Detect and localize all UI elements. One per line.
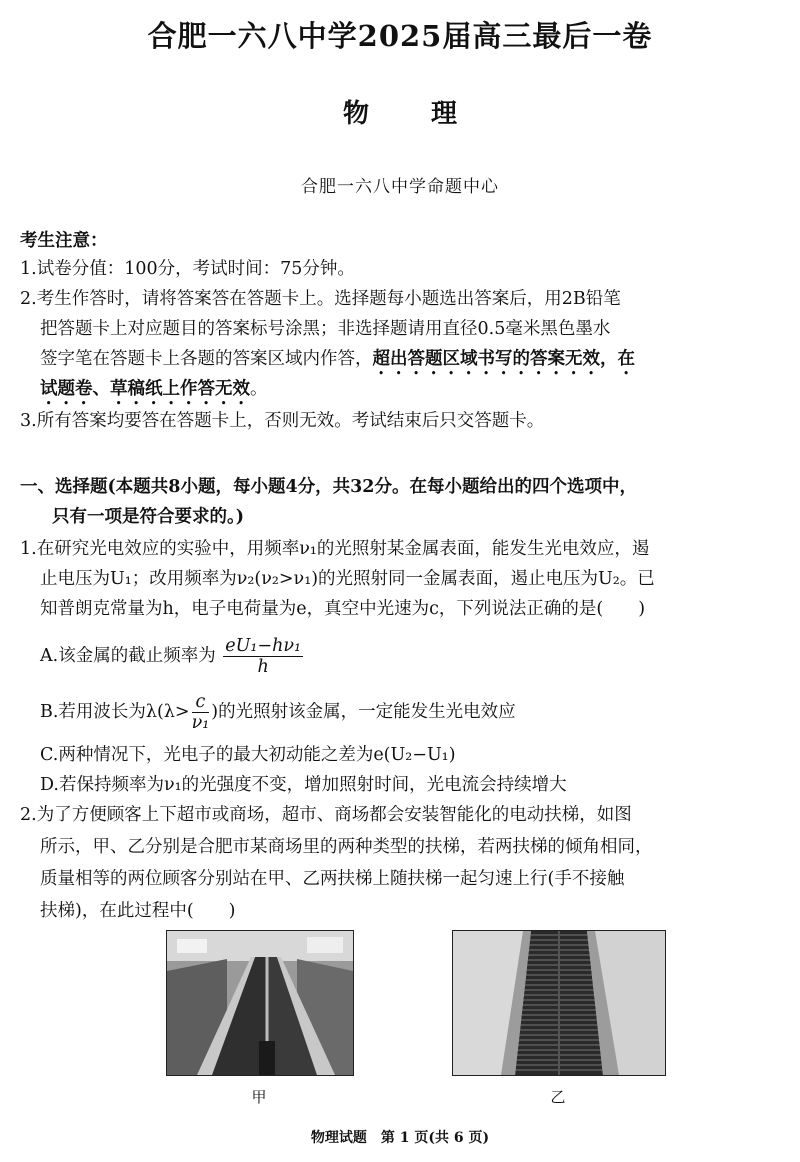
q1-option-d: D.若保持频率为ν₁的光强度不变，增加照射时间，光电流会持续增大 <box>40 775 567 795</box>
notice-emphasis-1: 超出答题区域书写的答案无效，在 <box>372 349 635 369</box>
section-heading-line-1: 一、选择题(本题共8小题，每小题4分，共32分。在每小题给出的四个选项中， <box>20 477 637 497</box>
notice-item-1: 1.试卷分值：100分，考试时间：75分钟。 <box>20 259 355 279</box>
q1-option-b <box>40 692 516 733</box>
q1-option-a-denominator: h <box>257 657 269 677</box>
q1-option-a-fraction <box>223 636 303 677</box>
page-footer: 物理试题 第 1 页(共 6 页) <box>310 1130 490 1146</box>
notice-heading: 考生注意： <box>20 231 108 251</box>
q1-option-a-text: A.该金属的截止频率为 <box>40 646 216 666</box>
q2-stem-line-4: 扶梯)，在此过程中( ) <box>40 901 236 921</box>
escalator-photo-left <box>166 930 354 1076</box>
walkway-illustration <box>167 931 353 1075</box>
notice-emphasis-2: 试题卷、草稿纸上作答无效 <box>40 379 250 399</box>
q1-option-b-suffix: )的光照射该金属，一定能发生光电效应 <box>211 702 516 722</box>
notice-item-2-line-3 <box>40 346 635 379</box>
exam-title: 合肥一六八中学2025届高三最后一卷 <box>147 19 653 53</box>
caption-left: 甲 <box>251 1088 267 1106</box>
q1-stem-line-3: 知普朗克常量为h，电子电荷量为e，真空中光速为c，下列说法正确的是( ) <box>40 599 646 619</box>
q1-option-a <box>40 636 305 677</box>
q2-stem-line-1: 2.为了方便顾客上下超市或商场，超市、商场都会安装智能化的电动扶梯，如图 <box>20 805 632 825</box>
q1-option-b-numerator: c <box>192 692 210 713</box>
notice-item-3: 3.所有答案均要答在答题卡上，否则无效。考试结束后只交答题卡。 <box>20 411 545 431</box>
subject-char-2: 理 <box>431 99 458 129</box>
q1-stem-line-1: 1.在研究光电效应的实验中，用频率ν₁的光照射某金属表面，能发生光电效应，遏 <box>20 539 650 559</box>
q1-option-c: C.两种情况下，光电子的最大初动能之差为e(U₂−U₁) <box>40 745 456 765</box>
center-subtitle: 合肥一六八中学命题中心 <box>301 177 499 197</box>
escalator-photo-right <box>452 930 666 1076</box>
notice-item-2-line-4-end: 。 <box>250 379 268 399</box>
notice-item-2-line-1: 2.考生作答时，请将答案答在答题卡上。选择题每小题选出答案后，用2B铅笔 <box>20 289 621 309</box>
caption-right: 乙 <box>550 1088 566 1106</box>
q1-option-a-numerator: eU₁−hν₁ <box>225 636 301 656</box>
notice-item-2-line-2: 把答题卡上对应题目的答案标号涂黑；非选择题请用直径0.5毫米黑色墨水 <box>40 319 611 339</box>
q1-option-b-denominator: ν₁ <box>191 713 210 733</box>
subject-title <box>0 93 800 130</box>
notice-item-2-line-3-text: 签字笔在答题卡上各题的答案区域内作答， <box>40 349 373 369</box>
q1-stem-line-2: 止电压为U₁；改用频率为ν₂(ν₂>ν₁)的光照射同一金属表面，遏止电压为U₂。已 <box>40 569 655 589</box>
q2-stem-line-2: 所示，甲、乙分别是合肥市某商场里的两种类型的扶梯，若两扶梯的倾角相同， <box>40 837 653 857</box>
q2-stem-line-3: 质量相等的两位顾客分别站在甲、乙两扶梯上随扶梯一起匀速上行(手不接触 <box>40 869 625 889</box>
q1-option-b-prefix: B.若用波长为λ(λ> <box>40 702 190 722</box>
notice-item-2-line-4 <box>40 376 268 409</box>
section-heading-line-2: 只有一项是符合要求的。) <box>52 507 245 527</box>
escalator-illustration <box>453 931 665 1075</box>
q1-option-b-fraction <box>192 692 210 733</box>
subject-char-1: 物 <box>342 99 369 129</box>
